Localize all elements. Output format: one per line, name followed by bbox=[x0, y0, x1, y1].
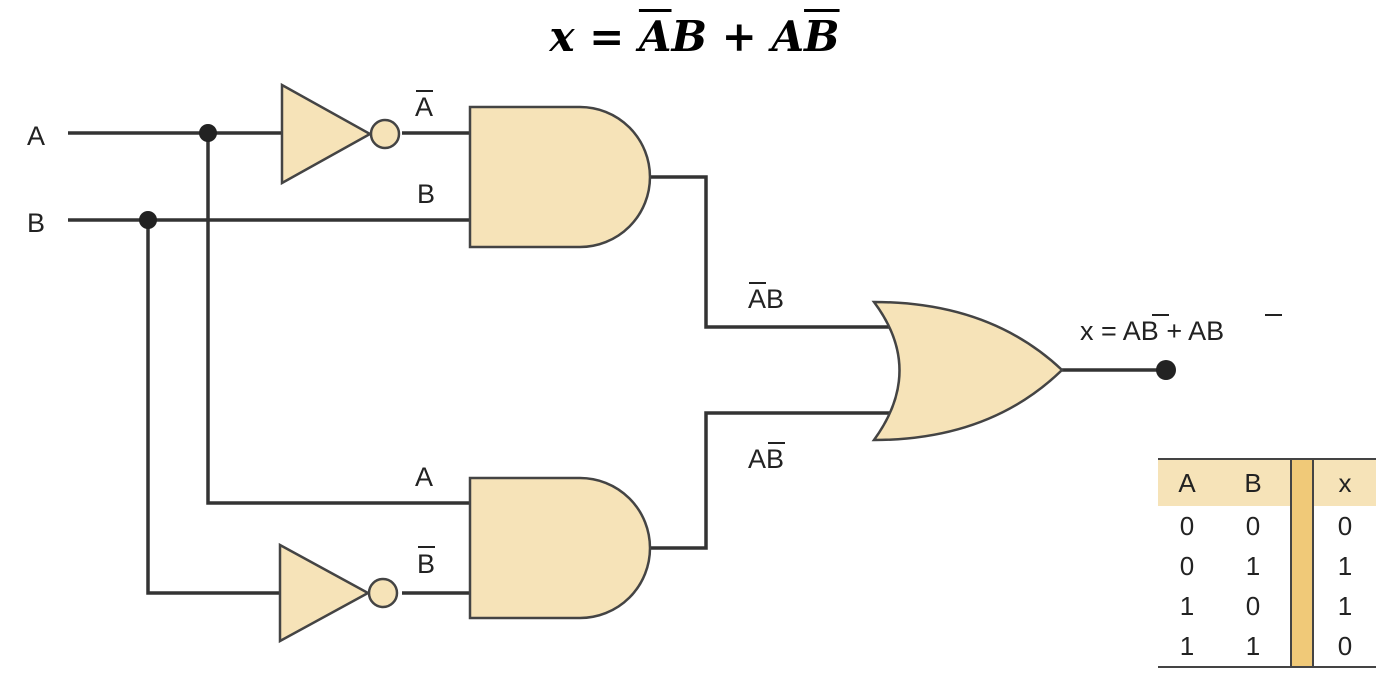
header-a: A bbox=[1158, 459, 1216, 506]
not-gate-a bbox=[282, 85, 399, 183]
table-row: 0 0 0 bbox=[1158, 506, 1376, 546]
not-gate-b bbox=[280, 545, 397, 641]
table-row: 1 0 1 bbox=[1158, 586, 1376, 626]
column-separator bbox=[1291, 459, 1313, 506]
or-gate bbox=[874, 302, 1062, 440]
label-not-b: B bbox=[417, 549, 436, 579]
label-and1-b: B bbox=[417, 179, 436, 209]
label-term-a-not-b: AB bbox=[748, 444, 785, 474]
and-gate-top bbox=[470, 107, 650, 247]
truth-table bbox=[1158, 458, 1376, 668]
junction-b bbox=[139, 211, 157, 229]
formula-heading: $x = \overline{A}B + A\overline{B}$ bbox=[549, 12, 840, 61]
output-terminal bbox=[1156, 360, 1176, 380]
label-term-not-a-b: AB bbox=[748, 284, 785, 314]
table-row: 0 1 1 bbox=[1158, 546, 1376, 586]
wire-b-branch bbox=[148, 220, 282, 593]
and-gate-bottom bbox=[470, 478, 650, 618]
header-b: B bbox=[1216, 459, 1291, 506]
label-input-b: B bbox=[27, 208, 46, 238]
truth-table-header bbox=[1158, 459, 1376, 506]
label-and2-a: A bbox=[415, 462, 434, 492]
table-row: 1 1 0 bbox=[1158, 626, 1376, 667]
header-x: x bbox=[1313, 459, 1376, 506]
label-output: x = AB + AB bbox=[1080, 316, 1225, 346]
label-not-a: A bbox=[415, 92, 434, 122]
junction-a bbox=[199, 124, 217, 142]
label-input-a: A bbox=[27, 121, 46, 151]
wire-and2-to-or bbox=[650, 413, 892, 548]
